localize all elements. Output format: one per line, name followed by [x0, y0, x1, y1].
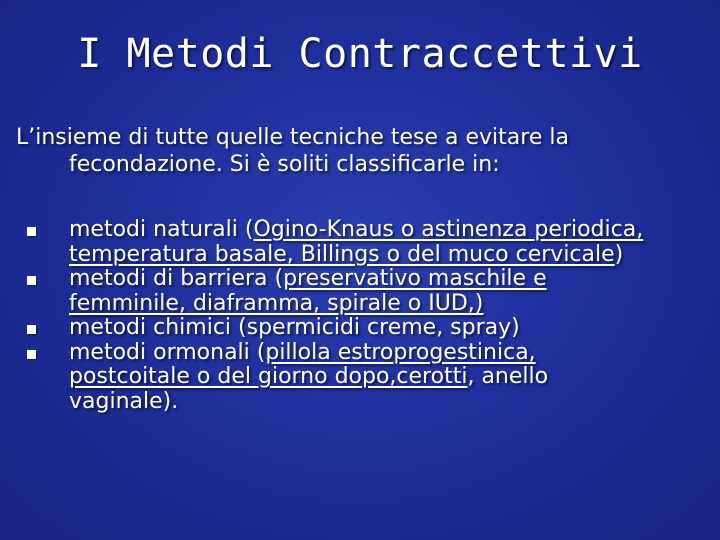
bullet-barrier-methods: [0, 267, 654, 316]
square-bullet-icon: [27, 276, 36, 285]
bullet-suffix: , anello vaginale).: [69, 364, 549, 414]
bullet-prefix: metodi naturali (: [69, 217, 254, 242]
intro-paragraph: [16, 124, 696, 178]
bullet-prefix: metodi ormonali (: [69, 339, 266, 365]
hormonal-methods-link[interactable]: pillola estroprogestinica, postcoitale o del giorno dopo,cerotti: [69, 339, 536, 389]
intro-line-1: L’insieme di tutte quelle tecniche tese a evitare la: [16, 125, 569, 150]
bullet-text: metodi chimici (spermicidi creme, spray): [69, 315, 520, 340]
square-bullet-icon: [27, 350, 36, 359]
bullet-natural-methods: [0, 218, 654, 267]
bullet-prefix: metodi di barriera (: [69, 266, 284, 291]
bullet-chemical-methods: [0, 316, 654, 341]
slide-title: I Metodi Contraccettivi: [77, 31, 643, 77]
bullet-hormonal-methods: [0, 341, 654, 415]
square-bullet-icon: [27, 227, 36, 236]
natural-methods-link[interactable]: Ogino-Knaus o astinenza periodica, temperatura basale, Billings o del muco cervicale: [69, 217, 644, 267]
bullet-list: [0, 218, 720, 414]
barrier-methods-link[interactable]: preservativo maschile e femminile, diaframma, spirale o IUD,): [69, 266, 547, 316]
intro-line-2: fecondazione. Si è soliti classificarle in:: [69, 152, 500, 177]
square-bullet-icon: [27, 325, 36, 334]
bullet-suffix: ): [614, 241, 624, 267]
